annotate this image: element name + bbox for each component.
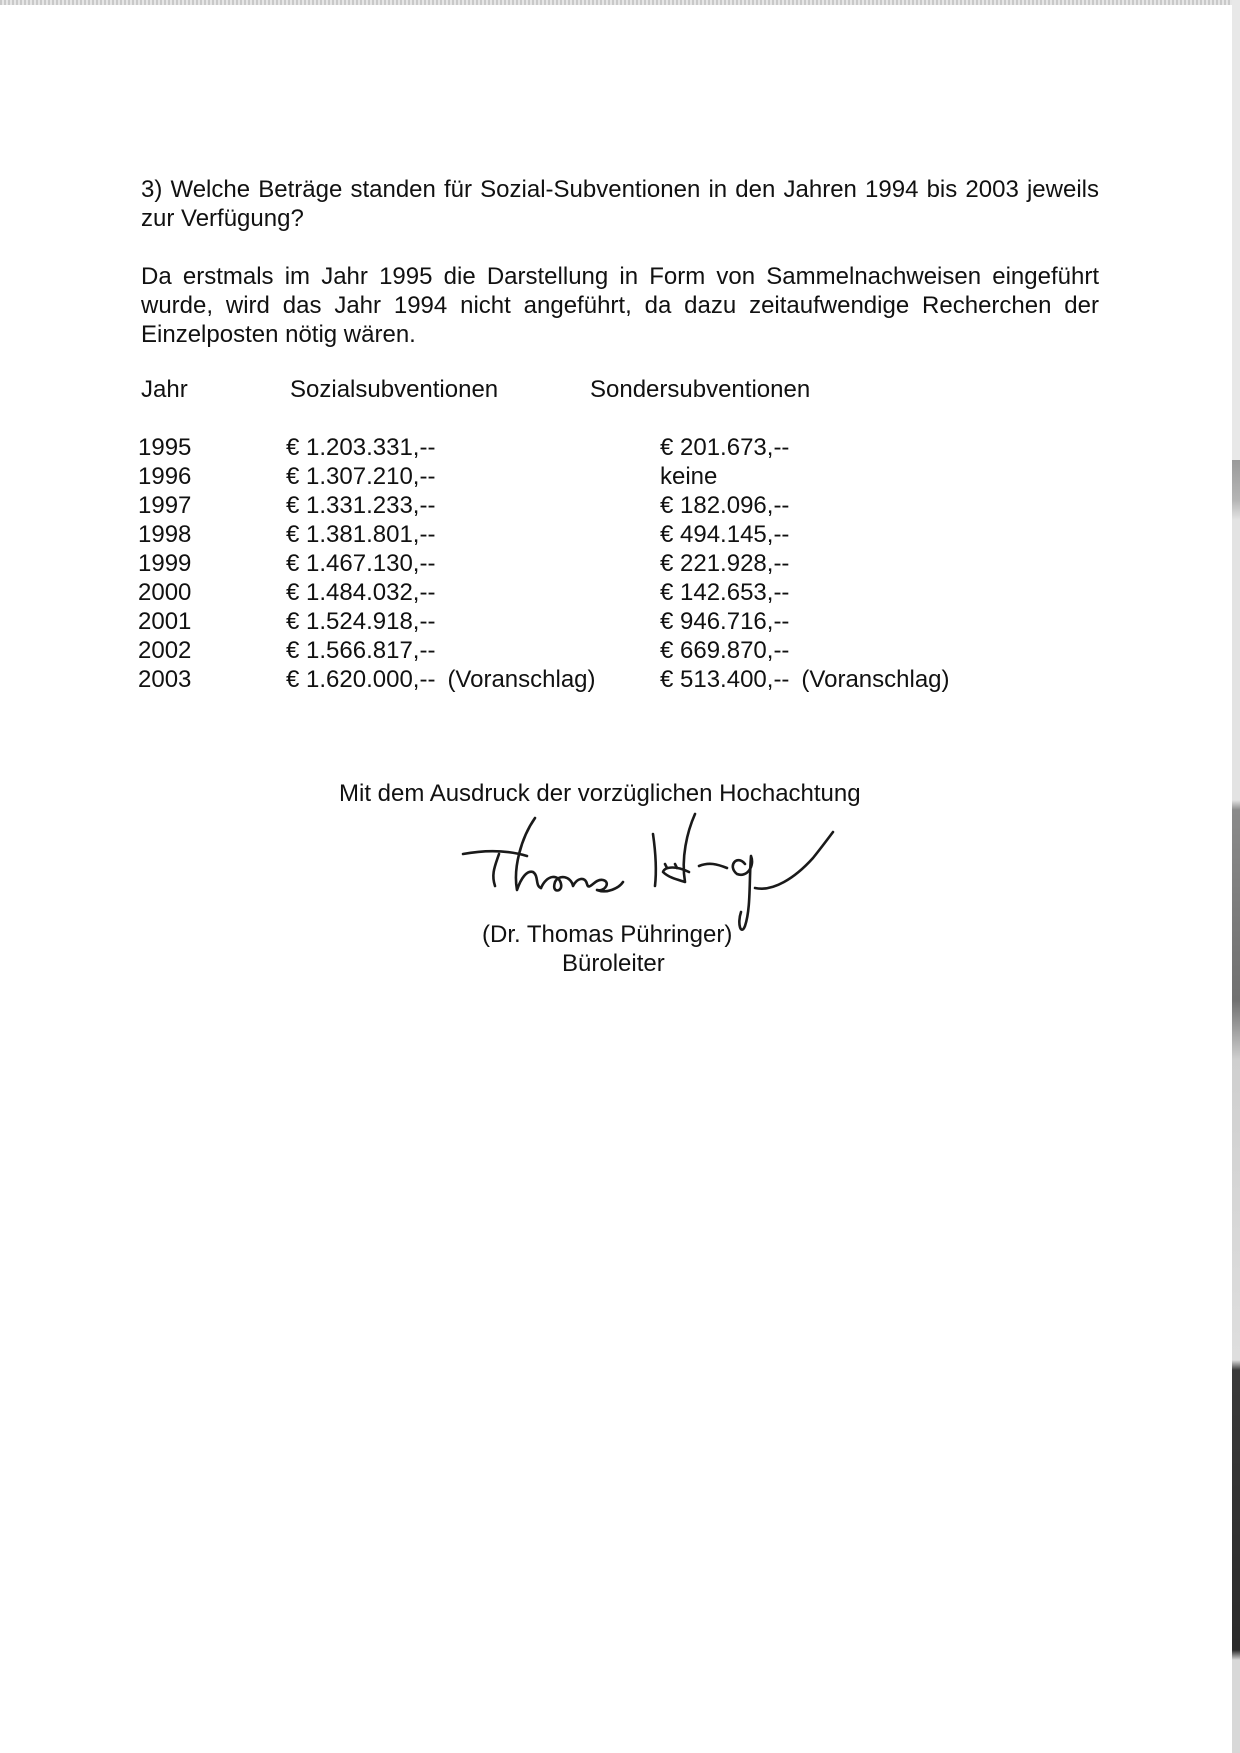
sozial-cell [286,608,435,636]
sonder-cell [660,579,789,607]
sozial-cell [286,463,435,491]
closing-salutation: Mit dem Ausdruck der vorzüglichen Hochachtung [339,780,861,807]
sozial-amount: € 1.381.801,-- [286,521,436,548]
sonder-cell [660,637,789,665]
sonder-note: (Voranschlag) [801,666,950,693]
table-row [0,434,1240,463]
sozial-amount: € 1.331.233,-- [286,492,436,519]
header-sozialsubventionen: Sozialsubventionen [290,376,499,403]
scan-edge-right [1232,0,1240,1753]
sozial-amount: € 1.524.918,-- [286,608,436,635]
sozial-amount: € 1.203.331,-- [286,434,436,461]
sonder-cell [660,492,789,520]
table-row [0,637,1240,666]
year-cell: 1996 [138,463,192,490]
year-cell: 1995 [138,434,192,461]
sozial-cell [286,521,435,549]
sonder-cell [660,666,950,694]
subsidy-table [0,434,1240,695]
signatory-name: (Dr. Thomas Pühringer) [482,921,733,948]
sozial-amount: € 1.307.210,-- [286,463,436,490]
sozial-cell [286,434,435,462]
sonder-cell [660,521,789,549]
table-row [0,463,1240,492]
sozial-amount: € 1.566.817,-- [286,637,436,664]
sozial-cell [286,666,596,694]
sonder-cell [660,434,789,462]
table-row [0,550,1240,579]
table-row [0,579,1240,608]
sonder-amount: € 182.096,-- [660,492,790,519]
sonder-amount: € 221.928,-- [660,550,790,577]
sozial-cell [286,637,435,665]
sozial-cell [286,492,435,520]
header-year: Jahr [141,376,188,403]
sonder-amount: keine [660,463,718,490]
sonder-amount: € 201.673,-- [660,434,790,461]
sonder-cell [660,550,789,578]
year-cell: 2002 [138,637,192,664]
sozial-amount: € 1.467.130,-- [286,550,436,577]
sonder-cell [660,608,789,636]
question-paragraph: 3) Welche Beträge standen für Sozial-Subventionen in den Jahren 1994 bis 2003 jeweils zur Verfügung? [141,176,1099,232]
year-cell: 2000 [138,579,192,606]
sonder-amount: € 513.400,-- [660,666,790,693]
year-cell: 2003 [138,666,192,693]
explanation-paragraph: Da erstmals im Jahr 1995 die Darstellung in Form von Sammelnachweisen eingeführt wurde, wird das Jahr 1994 nicht angeführt, da dazu zeitaufwendige Recherchen der Einzelposten nötig wären. [141,263,1099,348]
table-row [0,666,1240,695]
sonder-amount: € 946.716,-- [660,608,790,635]
sonder-amount: € 142.653,-- [660,579,790,606]
scan-edge-top [0,0,1240,5]
sozial-amount: € 1.620.000,-- [286,666,436,693]
sonder-amount: € 494.145,-- [660,521,790,548]
table-row [0,521,1240,550]
year-cell: 1999 [138,550,192,577]
year-cell: 2001 [138,608,192,635]
sonder-cell [660,463,717,491]
signatory-title: Büroleiter [562,950,665,977]
header-sondersubventionen: Sondersubventionen [590,376,811,403]
year-cell: 1997 [138,492,192,519]
sozial-cell [286,550,435,578]
sozial-amount: € 1.484.032,-- [286,579,436,606]
table-row [0,492,1240,521]
table-row [0,608,1240,637]
sonder-amount: € 669.870,-- [660,637,790,664]
sozial-note: (Voranschlag) [447,666,596,693]
year-cell: 1998 [138,521,192,548]
sozial-cell [286,579,435,607]
